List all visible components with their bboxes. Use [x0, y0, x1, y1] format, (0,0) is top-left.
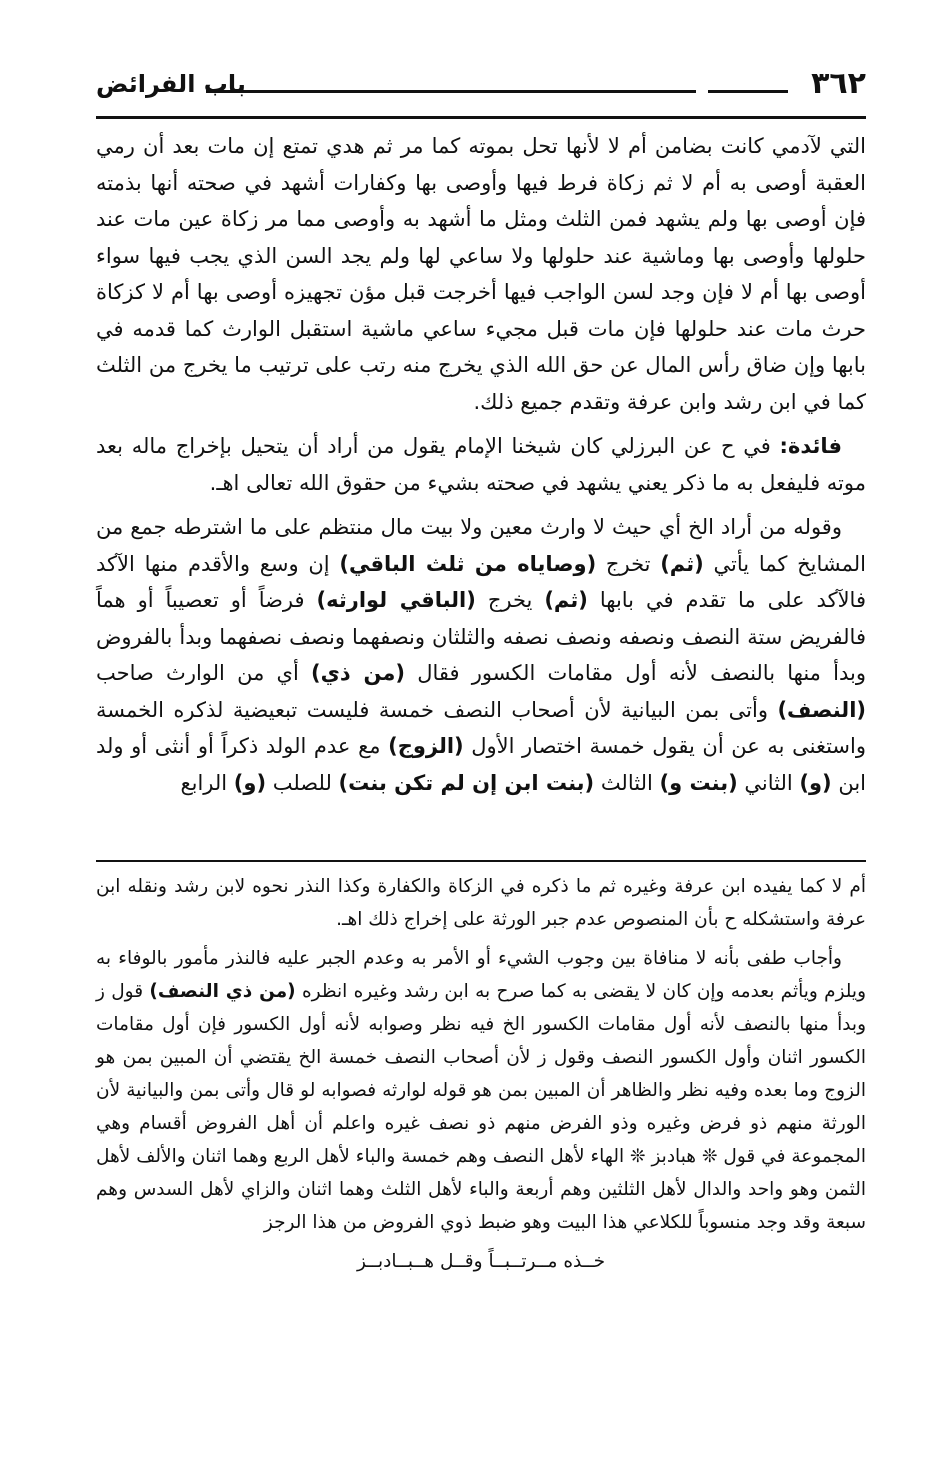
- text-run: يخرج: [475, 588, 545, 612]
- matn-quote: (و): [233, 770, 267, 795]
- text-run: وقوله من أراد الخ أي حيث لا وارث معين ولا بيت مال منتظم على ما اشترطه جمع من المشايخ كما يأتي: [96, 515, 866, 576]
- benefit-label: فائدة:: [779, 434, 842, 458]
- text-run: وأتى بمن البيانية لأن أصحاب النصف خمسة فليست تبعيضية لذكره الخمسة واستغنى به عن أن يقول خمسة اختصار الأول: [96, 697, 866, 758]
- text-run: الرابع: [180, 770, 234, 795]
- verse-line: خــذه مــرتــبــاً وقــل هــبــادبــز: [356, 1251, 606, 1272]
- matn-quote: (ثم): [660, 551, 704, 576]
- header-divider-long: [206, 90, 696, 93]
- footnote-paragraph-2: [96, 942, 866, 1239]
- matn-quote: (الباقي لوارثه): [316, 588, 476, 612]
- paragraph-2-text: في ح عن البرزلي كان شيخنا الإمام يقول من أراد أن يتحيل بإخراج ماله بعد موته فليفعل به ما ذكر يعني يشهد في صحته بشيء من حقوق الله تعالى اهـ.: [96, 434, 866, 495]
- footnote-separator: [96, 860, 866, 862]
- header-divider: [708, 90, 788, 93]
- main-text: [96, 128, 866, 809]
- text-run: للصلب: [266, 770, 339, 795]
- text-run: قول ز وبدأ منها بالنصف لأنه أول مقامات الكسور الخ فيه نظر وصوابه لأنه أول الكسور فإن أول مقامات الكسور اثنان وأول الكسور النصف وقول ز لأن أصحاب النصف خمسة الخ يقتضي أن المبين بمن هو الزوج وما بعده وفيه نظر والظاهر أن المبين بمن هو قوله لوارثه فصوابه لو قال وأتى بمن والبيانية لأن الورثة منهم ذو فرض وغيره وذو الفرض منهم ذو نصف غيره واعلم أن أهل الفروض أقسام وهي المجموعة في قول ❊ هبادبز ❊ الهاء لأهل النصف وهم خمسة والباء لأهل الربع وهما اثنان والألف لأهل الثمن وهو واحد والدال لأهل الثلثين وهم أربعة والباء لأهل الثلث وهما اثنان والزاي لأهل السدس وهم سبعة وقد وجد منسوباً للكلاعي هذا البيت وهو ضبط ذوي الفروض من هذا الرجز: [96, 981, 866, 1233]
- paragraph-2: [96, 428, 866, 501]
- matn-quote: (النصف): [777, 697, 866, 722]
- text-run: وأجاب طفى بأنه لا منافاة بين وجوب الشيء أو الأمر به وعدم الجبر عليه فالنذر مأمور بالوفاء به ويلزم ويأثم بعدمه وإن كان لا يقضى به كما صرح به ابن رشد وغيره انظره: [96, 948, 867, 1002]
- chapter-title: باب الفرائض: [96, 70, 246, 98]
- text-run: الثاني: [737, 770, 800, 795]
- text-run: مع عدم الولد ذكراً أو أنثى أو ولد ابن: [96, 734, 866, 795]
- text-run: الثالث: [594, 770, 660, 795]
- page-header: [96, 64, 866, 114]
- matn-quote: (من ذي): [311, 661, 405, 685]
- text-run: تخرج: [596, 551, 661, 576]
- footnote-paragraph-1: أم لا كما يفيده ابن عرفة وغيره ثم ما ذكره في الزكاة والكفارة وكذا النذر نحوه لابن رشد ونقله ابن عرفة واستشكله ح بأن المنصوص عدم جبر الورثة على إخراج ذلك اهـ.: [96, 876, 866, 930]
- paragraph-3: [96, 509, 866, 801]
- matn-quote: (بنت ابن إن لم تكن بنت): [338, 770, 595, 795]
- page-number: ٣٦٢: [811, 66, 866, 101]
- footnotes: [96, 870, 866, 1284]
- text-run: إن وسع والأقدم منها الآكد فالآكد على ما تقدم في بابها: [96, 551, 866, 612]
- matn-quote: (من ذي النصف): [149, 981, 296, 1002]
- matn-quote: (و): [799, 770, 832, 795]
- matn-quote: (وصاياه من ثلث الباقي): [339, 551, 597, 576]
- header-rule: [96, 116, 866, 119]
- paragraph-1: التي لآدمي كانت بضامن أم لا لأنها تحل بموته كما مر ثم هدي تمتع إن مات بعد أن رمي العقبة أوصى به أم لا ثم زكاة فرط فيها وأوصى بها وكفارات أشهد في صحته أنها بذمته فإن أوصى بها ولم يشهد فمن الثلث ومثل ما أشهد به وأوصى مما مر زكاة عين مات عند حلولها وأوصى بها وماشية عند حلولها ولا ساعي لها ولم يجد السن الذي يجب فيها سواء أوصى بها أم لا فإن وجد لسن الواجب فيها أخرجت قبل مؤن تجهيزه أوصى بها أم لا كزكاة حرث مات عند حلولها فإن مات قبل مجيء ساعي ماشية استقبل الوارث كما قدمه في بابها وإن ضاق رأس المال عن حق الله الذي يخرج منه رتب على ترتيب ما يخرج من الثلث كما في ابن رشد وابن عرفة وتقدم جميع ذلك.: [96, 134, 866, 414]
- text-run: أي من الوارث صاحب: [96, 661, 312, 685]
- matn-quote: (ثم): [544, 588, 588, 612]
- text-run: فرضاً أو تعصيباً أو هماً فالفريض ستة النصف ونصفه ونصف نصفه والثلثان ونصفهما ونصف نصفهما وبدأ بالفروض وبدأ منها بالنصف لأنه أول مقامات الكسور فقال: [96, 588, 866, 685]
- matn-quote: (الزوج): [388, 734, 464, 758]
- matn-quote: (بنت و): [659, 770, 738, 795]
